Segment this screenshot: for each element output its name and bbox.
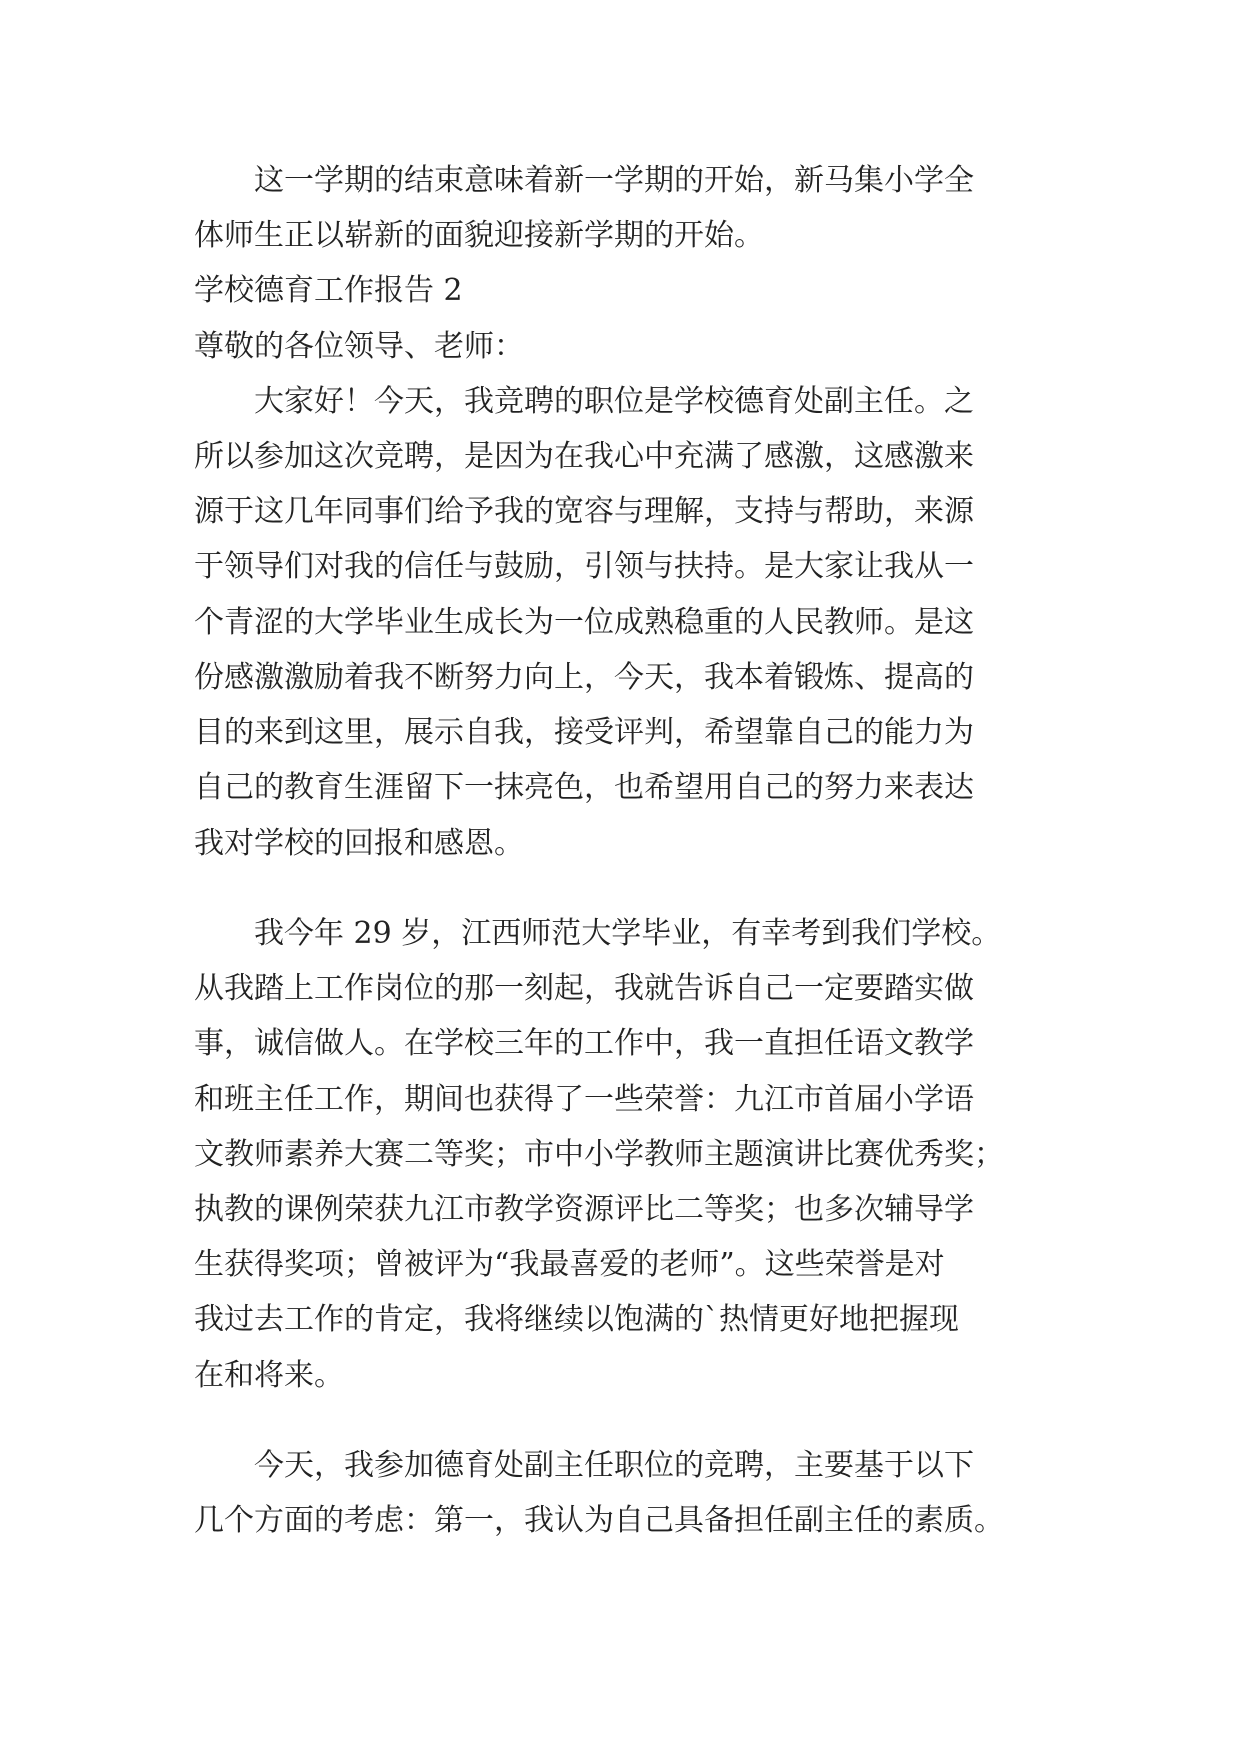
paragraph-2-line-8: 自己的教育生涯留下一抹亮色，也希望用自己的努力来表达 (194, 770, 974, 805)
paragraph-2-line-4: 于领导们对我的信任与鼓励，引领与扶持。是大家让我从一 (194, 549, 974, 584)
paragraph-2-line-5: 个青涩的大学毕业生成长为一位成熟稳重的人民教师。是这 (194, 605, 974, 640)
paragraph-2-line-7: 目的来到这里，展示自我，接受评判，希望靠自己的能力为 (194, 715, 974, 750)
paragraph-1-line-1: 这一学期的结束意味着新一学期的开始，新马集小学全 (254, 163, 974, 198)
paragraph-2-line-2: 所以参加这次竞聘，是因为在我心中充满了感激，这感激来 (194, 439, 974, 474)
paragraph-3-line-5: 文教师素养大赛二等奖；市中小学教师主题演讲比赛优秀奖； (194, 1137, 1004, 1172)
paragraph-3-line-1: 我今年 29 岁，江西师范大学毕业，有幸考到我们学校。 (254, 916, 1002, 951)
paragraph-2-line-9: 我对学校的回报和感恩。 (194, 826, 524, 861)
paragraph-2-line-6: 份感激激励着我不断努力向上，今天，我本着锻炼、提高的 (194, 660, 974, 695)
section-title: 学校德育工作报告 2 (194, 273, 463, 308)
paragraph-3-line-8: 我过去工作的肯定，我将继续以饱满的`热情更好地把握现 (194, 1302, 959, 1337)
paragraph-3-line-2: 从我踏上工作岗位的那一刻起，我就告诉自己一定要踏实做 (194, 971, 974, 1006)
paragraph-3-line-4: 和班主任工作，期间也获得了一些荣誉：九江市首届小学语 (194, 1082, 974, 1117)
paragraph-1-line-2: 体师生正以崭新的面貌迎接新学期的开始。 (194, 218, 764, 253)
paragraph-2-line-3: 源于这几年同事们给予我的宽容与理解，支持与帮助，来源 (194, 494, 974, 529)
paragraph-3-line-6: 执教的课例荣获九江市教学资源评比二等奖；也多次辅导学 (194, 1192, 974, 1227)
paragraph-4-line-1: 今天，我参加德育处副主任职位的竞聘，主要基于以下 (254, 1448, 974, 1483)
paragraph-4-line-2: 几个方面的考虑：第一，我认为自己具备担任副主任的素质。 (194, 1503, 1004, 1538)
paragraph-3-line-7: 生获得奖项；曾被评为“我最喜爱的老师”。这些荣誉是对 (194, 1247, 945, 1282)
paragraph-3-line-9: 在和将来。 (194, 1358, 344, 1393)
paragraph-2-line-1: 大家好！今天，我竞聘的职位是学校德育处副主任。之 (254, 384, 974, 419)
paragraph-3-line-3: 事，诚信做人。在学校三年的工作中，我一直担任语文教学 (194, 1026, 974, 1061)
salutation: 尊敬的各位领导、老师： (194, 329, 524, 364)
